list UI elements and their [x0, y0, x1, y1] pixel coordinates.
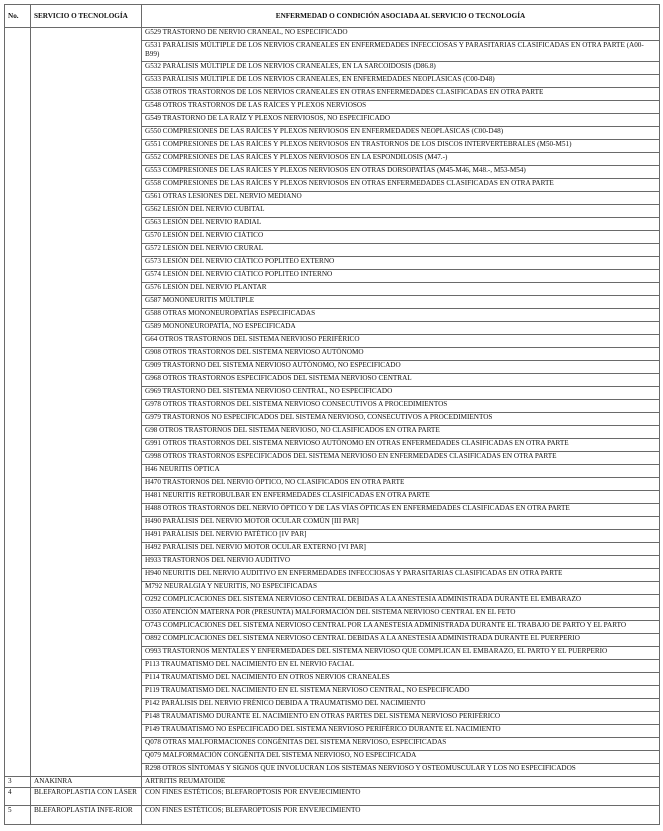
row-service: BLEFAROPLASTIA INFE-RIOR	[31, 806, 142, 825]
diagnosis-cell: O993 TRASTORNOS MENTALES Y ENFERMEDADES DEL SISTEMA NERVIOSO QUE COMPLICAN EL EMBARAZO, EL PARTO Y EL PUERPERIO	[142, 647, 660, 660]
diagnosis-cell: G589 MONONEUROPATÍA, NO ESPECIFICADA	[142, 322, 660, 335]
diagnosis-cell: P149 TRAUMATISMO NO ESPECIFICADO DEL SISTEMA NERVIOSO PERIFÉRICO DURANTE EL NACIMIENTO	[142, 725, 660, 738]
diagnosis-row	[5, 28, 660, 41]
diagnosis-cell: P142 PARÁLISIS DEL NERVIO FRÉNICO DEBIDA A TRAUMATISMO DEL NACIMIENTO	[142, 699, 660, 712]
diagnosis-cell: G574 LESIÓN DEL NERVIO CIÁTICO POPLITEO INTERNO	[142, 270, 660, 283]
diagnosis-cell: G98 OTROS TRASTORNOS DEL SISTEMA NERVIOSO, NO CLASIFICADOS EN OTRA PARTE	[142, 426, 660, 439]
diagnosis-cell: H490 PARÁLISIS DEL NERVIO MOTOR OCULAR COMÚN [III PAR]	[142, 517, 660, 530]
diagnosis-cell: G587 MONONEURITIS MÚLTIPLE	[142, 296, 660, 309]
row-condition: ARTRITIS REUMATOIDE	[142, 777, 660, 788]
diagnosis-cell: G529 TRASTORNO DE NERVIO CRANEAL, NO ESPECIFICADO	[142, 28, 660, 41]
diagnosis-cell: Q079 MALFORMACIÓN CONGÉNITA DEL SISTEMA NERVIOSO, NO ESPECIFICADA	[142, 751, 660, 764]
diagnosis-cell: G553 COMPRESIONES DE LAS RAÍCES Y PLEXOS NERVIOSOS EN OTRAS DORSOPATÍAS (M45-M46, M48.-, M53-M54)	[142, 166, 660, 179]
table-body	[5, 777, 660, 825]
diagnosis-cell: G558 COMPRESIONES DE LAS RAÍCES Y PLEXOS NERVIOSOS EN OTRAS ENFERMEDADES CLASIFICADAS EN OTRA PARTE	[142, 179, 660, 192]
diagnosis-cell: P114 TRAUMATISMO DEL NACIMIENTO EN OTROS NERVIOS CRANEALES	[142, 673, 660, 686]
diagnosis-cell: G979 TRASTORNOS NO ESPECIFICADOS DEL SISTEMA NERVIOSO, CONSECUTIVOS A PROCEDIMIENTOS	[142, 413, 660, 426]
table-row	[5, 788, 660, 806]
row-condition: CON FINES ESTÉTICOS; BLEFAROPTOSIS POR ENVEJECIMIENTO	[142, 806, 660, 825]
header-no: No.	[5, 5, 31, 28]
diagnosis-cell: G551 COMPRESIONES DE LAS RAÍCES Y PLEXOS NERVIOSOS EN TRASTORNOS DE LOS DISCOS INTERVERTEBRALES (M50-M51)	[142, 140, 660, 153]
header-service: SERVICIO O TECNOLOGÍA	[31, 5, 142, 28]
row-service: BLEFAROPLASTIA CON LÁSER	[31, 788, 142, 806]
document-page	[4, 4, 659, 825]
diagnosis-cell: P119 TRAUMATISMO DEL NACIMIENTO EN EL SISTEMA NERVIOSO CENTRAL, NO ESPECIFICADO	[142, 686, 660, 699]
diagnosis-cell: G562 LESIÓN DEL NERVIO CUBITAL	[142, 205, 660, 218]
diagnosis-cell: O892 COMPLICACIONES DEL SISTEMA NERVIOSO CENTRAL DEBIDAS A LA ANESTESIA ADMINISTRADA DURANTE EL PUERPERIO	[142, 634, 660, 647]
row-service: ANAKINRA	[31, 777, 142, 788]
diagnosis-cell: G969 TRASTORNO DEL SISTEMA NERVIOSO CENTRAL, NO ESPECIFICADO	[142, 387, 660, 400]
table-row	[5, 806, 660, 825]
diagnosis-cell: G550 COMPRESIONES DE LAS RAÍCES Y PLEXOS NERVIOSOS EN ENFERMEDADES NEOPLÁSICAS (C00-D48)	[142, 127, 660, 140]
diagnosis-cell: G64 OTROS TRASTORNOS DEL SISTEMA NERVIOSO PERIFÉRICO	[142, 335, 660, 348]
diagnosis-cell: G573 LESIÓN DEL NERVIO CIÁTICO POPLITEO EXTERNO	[142, 257, 660, 270]
diagnosis-cell: O743 COMPLICACIONES DEL SISTEMA NERVIOSO CENTRAL POR LA ANESTESIA ADMINISTRADA DURANTE EL TRABAJO DE PARTO Y EL PARTO	[142, 621, 660, 634]
diagnosis-cell: G563 LESIÓN DEL NERVIO RADIAL	[142, 218, 660, 231]
diagnosis-cell: G909 TRASTORNO DEL SISTEMA NERVIOSO AUTÓNOMO, NO ESPECIFICADO	[142, 361, 660, 374]
group-number-cell	[5, 28, 31, 777]
diagnosis-cell: G570 LESIÓN DEL NERVIO CIÁTICO	[142, 231, 660, 244]
row-number: 3	[5, 777, 31, 788]
diagnosis-cell: G531 PARÁLISIS MÚLTIPLE DE LOS NERVIOS CRANEALES EN ENFERMEDADES INFECCIOSAS Y PARASITARIAS CLASIFICADAS EN OTRA PARTE (A00-B99)	[142, 41, 660, 62]
diagnosis-cell: G991 OTROS TRASTORNOS DEL SISTEMA NERVIOSO AUTÓNOMO EN OTRAS ENFERMEDADES CLASIFICADAS EN OTRA PARTE	[142, 439, 660, 452]
diagnosis-cell: O292 COMPLICACIONES DEL SISTEMA NERVIOSO CENTRAL DEBIDAS A LA ANESTESIA ADMINISTRADA DURANTE EL EMBARAZO	[142, 595, 660, 608]
table-row	[5, 777, 660, 788]
diagnosis-cell: H46 NEURITIS ÓPTICA	[142, 465, 660, 478]
diagnosis-cell: G588 OTRAS MONONEUROPATÍAS ESPECIFICADAS	[142, 309, 660, 322]
row-condition: CON FINES ESTÉTICOS; BLEFAROPTOSIS POR ENVEJECIMIENTO	[142, 788, 660, 806]
diagnosis-cell: P113 TRAUMATISMO DEL NACIMIENTO EN EL NERVIO FACIAL	[142, 660, 660, 673]
diagnosis-cell: M792 NEURALGIA Y NEURITIS, NO ESPECIFICADAS	[142, 582, 660, 595]
diagnosis-cell: G538 OTROS TRASTORNOS DE LOS NERVIOS CRANEALES EN OTRAS ENFERMEDADES CLASIFICADAS EN OTRA PARTE	[142, 88, 660, 101]
diagnosis-cell: G561 OTRAS LESIONES DEL NERVIO MEDIANO	[142, 192, 660, 205]
coverage-table	[4, 4, 660, 825]
diagnosis-cell: H488 OTROS TRASTORNOS DEL NERVIO ÓPTICO Y DE LAS VÍAS ÓPTICAS EN ENFERMEDADES CLASIFICADAS EN OTRA PARTE	[142, 504, 660, 517]
diagnosis-cell: G998 OTROS TRASTORNOS ESPECIFICADOS DEL SISTEMA NERVIOSO EN ENFERMEDADES CLASIFICADAS EN OTRA PARTE	[142, 452, 660, 465]
diagnosis-cell: H491 PARÁLISIS DEL NERVIO PATÉTICO [IV PAR]	[142, 530, 660, 543]
diagnosis-cell: G548 OTROS TRASTORNOS DE LAS RAÍCES Y PLEXOS NERVIOSOS	[142, 101, 660, 114]
diagnosis-cell: O350 ATENCIÓN MATERNA POR (PRESUNTA) MALFORMACIÓN DEL SISTEMA NERVIOSO CENTRAL EN EL FETO	[142, 608, 660, 621]
diagnosis-cell: G576 LESIÓN DEL NERVIO PLANTAR	[142, 283, 660, 296]
diagnosis-cell: G533 PARÁLISIS MÚLTIPLE DE LOS NERVIOS CRANEALES, EN ENFERMEDADES NEOPLÁSICAS (C00-D48)	[142, 75, 660, 88]
header-row	[5, 5, 660, 28]
diagnosis-cell: P148 TRAUMATISMO DURANTE EL NACIMIENTO EN OTRAS PARTES DEL SISTEMA NERVIOSO PERIFÉRICO	[142, 712, 660, 725]
diagnosis-cell: Q078 OTRAS MALFORMACIONES CONGÉNITAS DEL SISTEMA NERVIOSO, ESPECIFICADAS	[142, 738, 660, 751]
row-number: 5	[5, 806, 31, 825]
diagnosis-cell: G552 COMPRESIONES DE LAS RAÍCES Y PLEXOS NERVIOSOS EN LA ESPONDILOSIS (M47.-)	[142, 153, 660, 166]
diagnosis-cell: G908 OTROS TRASTORNOS DEL SISTEMA NERVIOSO AUTÓNOMO	[142, 348, 660, 361]
row-number: 4	[5, 788, 31, 806]
diagnosis-cell: H470 TRASTORNOS DEL NERVIO ÓPTICO, NO CLASIFICADOS EN OTRA PARTE	[142, 478, 660, 491]
continued-group	[5, 28, 660, 777]
header-condition: ENFERMEDAD O CONDICIÓN ASOCIADA AL SERVICIO O TECNOLOGÍA	[142, 5, 660, 28]
diagnosis-cell: G532 PARÁLISIS MÚLTIPLE DE LOS NERVIOS CRANEALES, EN LA SARCOIDOSIS (D86.8)	[142, 62, 660, 75]
table-header	[5, 5, 660, 28]
diagnosis-cell: H492 PARÁLISIS DEL NERVIO MOTOR OCULAR EXTERNO [VI PAR]	[142, 543, 660, 556]
diagnosis-cell: G978 OTROS TRASTORNOS DEL SISTEMA NERVIOSO CONSECUTIVOS A PROCEDIMIENTOS	[142, 400, 660, 413]
diagnosis-cell: H933 TRASTORNOS DEL NERVIO AUDITIVO	[142, 556, 660, 569]
diagnosis-cell: H940 NEURITIS DEL NERVIO AUDITIVO EN ENFERMEDADES INFECCIOSAS Y PARASITARIAS CLASIFICADAS EN OTRA PARTE	[142, 569, 660, 582]
diagnosis-cell: R298 OTROS SÍNTOMAS Y SIGNOS QUE INVOLUCRAN LOS SISTEMAS NERVIOSO Y OSTEOMUSCULAR Y LOS NO ESPECIFICADOS	[142, 764, 660, 777]
group-service-cell	[31, 28, 142, 777]
diagnosis-cell: G549 TRASTORNO DE LA RAÍZ Y PLEXOS NERVIOSOS, NO ESPECIFICADO	[142, 114, 660, 127]
diagnosis-cell: H481 NEURITIS RETROBULBAR EN ENFERMEDADES CLASIFICADAS EN OTRA PARTE	[142, 491, 660, 504]
diagnosis-cell: G968 OTROS TRASTORNOS ESPECIFICADOS DEL SISTEMA NERVIOSO CENTRAL	[142, 374, 660, 387]
diagnosis-cell: G572 LESIÓN DEL NERVIO CRURAL	[142, 244, 660, 257]
